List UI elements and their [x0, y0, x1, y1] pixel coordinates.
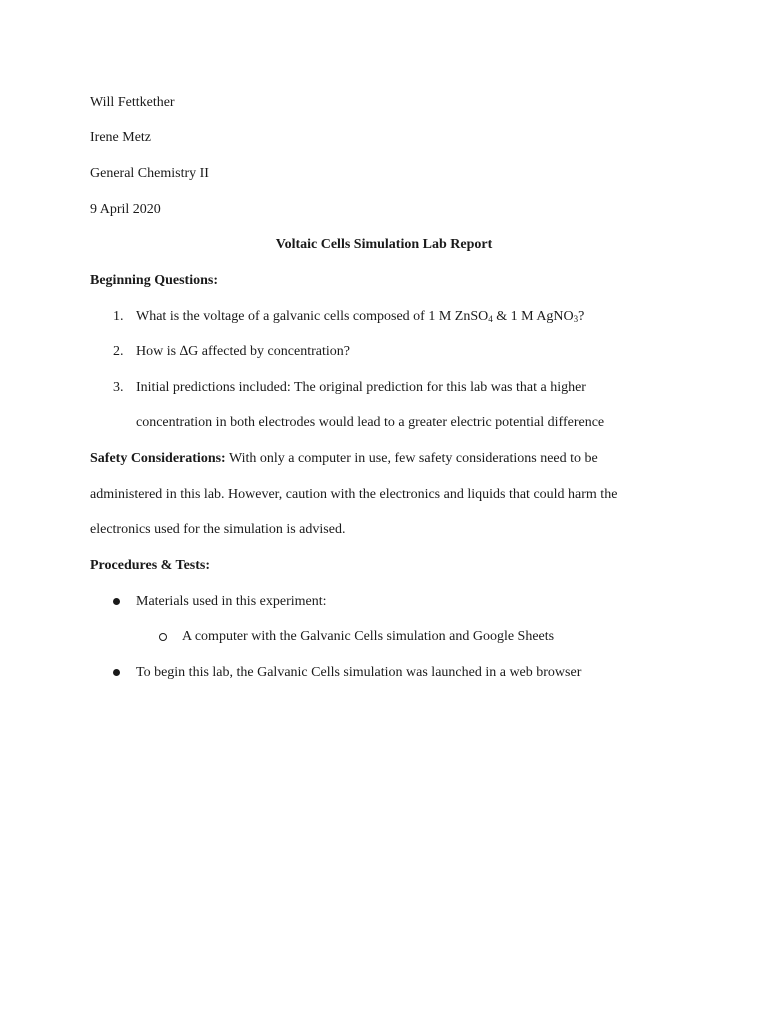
course-name: General Chemistry II: [90, 166, 209, 181]
question-2-number: 2.: [113, 344, 124, 359]
question-3-number: 3.: [113, 380, 124, 395]
student-name: Will Fettkether: [90, 95, 175, 110]
bullet-materials: Materials used in this experiment:: [136, 594, 327, 609]
safety-paragraph-line-2: administered in this lab. However, caution with the electronics and liquids that could harm the: [90, 487, 618, 502]
report-date: 9 April 2020: [90, 202, 161, 217]
safety-paragraph-line-1: Safety Considerations: With only a computer in use, few safety considerations need to be: [90, 451, 598, 466]
safety-paragraph-line-3: electronics used for the simulation is advised.: [90, 522, 346, 537]
question-1-text: What is the voltage of a galvanic cells composed of 1 M ZnSO$_4$ & 1 M AgNO$_3$?: [136, 309, 585, 324]
question-3-text-continued: concentration in both electrodes would lead to a greater electric potential difference: [136, 415, 605, 430]
procedures-heading: Procedures & Tests:: [90, 558, 211, 573]
question-2-text: How is ∆G affected by concentration?: [136, 344, 350, 359]
question-3-text: Initial predictions included: The original prediction for this lab was that a higher: [136, 380, 586, 395]
bullet-dot: [113, 598, 120, 605]
report-title: Voltaic Cells Simulation Lab Report: [275, 237, 493, 252]
question-1-number: 1.: [113, 309, 124, 324]
instructor-name: Irene Metz: [90, 130, 152, 145]
beginning-questions-heading: Beginning Questions:: [90, 273, 218, 288]
bullet-dot: [113, 669, 120, 676]
safety-heading: Safety Considerations:: [90, 451, 226, 466]
sub-bullet-computer: A computer with the Galvanic Cells simulation and Google Sheets: [182, 629, 555, 644]
sub-bullet-circle: [159, 633, 167, 641]
bullet-begin-lab: To begin this lab, the Galvanic Cells simulation was launched in a web browser: [136, 665, 582, 680]
